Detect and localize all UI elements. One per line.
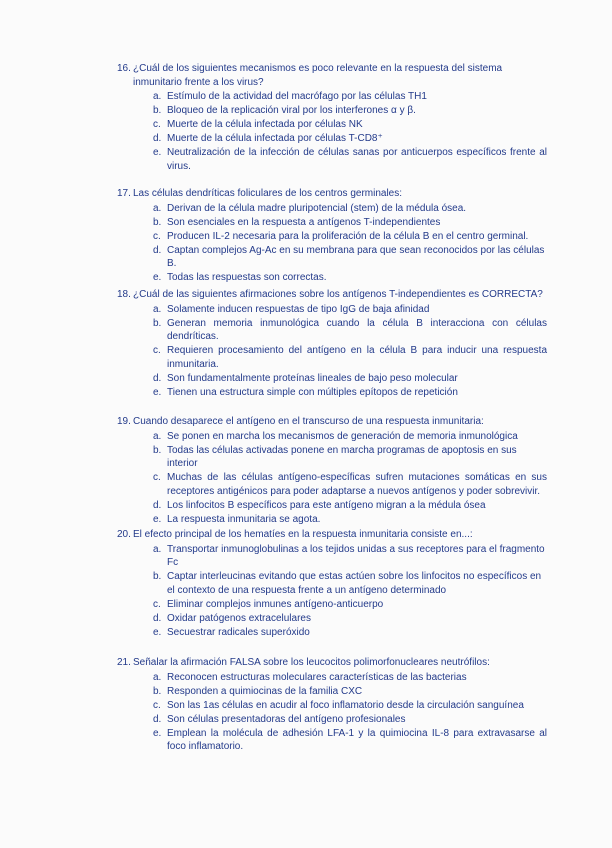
option-d (153, 499, 547, 513)
option-b (153, 570, 547, 597)
option-text: Responden a quimiocinas de la familia CXC (167, 685, 363, 697)
option-b (153, 444, 547, 471)
option-letter: a. (153, 671, 162, 683)
option-text: Producen IL-2 necesaria para la proliferación de la célula B en el centro germinal. (167, 230, 529, 242)
question-20 (117, 528, 547, 640)
option-letter: e. (153, 626, 162, 638)
question-number: 16. (117, 63, 131, 74)
option-e (153, 513, 547, 527)
option-text: Generan memoria inmunológica cuando la célula B interacciona con células dendríticas. (167, 317, 547, 342)
option-list (117, 303, 547, 400)
option-letter: c. (153, 598, 161, 610)
option-d (153, 244, 547, 271)
option-text: Todas las células activadas ponene en marcha programas de apoptosis en sus interior (167, 444, 517, 469)
question-number: 20. (117, 529, 131, 540)
option-d (153, 132, 547, 146)
question-19 (117, 415, 547, 527)
question-17 (117, 187, 547, 285)
option-letter: b. (153, 105, 162, 116)
option-text: Emplean la molécula de adhesión LFA-1 y la quimiocina IL-8 para extravasarse al foco inflamatorio. (167, 727, 547, 752)
option-letter: d. (153, 372, 162, 384)
option-c (153, 230, 547, 244)
option-letter: d. (153, 499, 162, 511)
option-e (153, 626, 547, 640)
question-text: Las células dendríticas foliculares de los centros germinales: (133, 188, 403, 199)
option-letter: c. (153, 230, 161, 242)
option-letter: c. (153, 699, 161, 711)
option-letter: a. (153, 430, 162, 442)
option-e (153, 146, 547, 173)
option-text: Secuestrar radicales superóxido (167, 626, 310, 638)
option-text: Captan complejos Ag-Ac en su membrana para que sean reconocidos por las células B. (167, 244, 545, 269)
question-21 (117, 656, 547, 754)
option-text: Muchas de las células antígeno-específicas sufren mutaciones somáticas en sus receptores antigénicos para poder adaptarse a nuevos antígenos y poder sobrevivir. (167, 472, 547, 497)
option-letter: c. (153, 345, 161, 356)
option-text: Muerte de la célula infectada por células NK (167, 119, 363, 130)
option-a (153, 671, 547, 685)
option-letter: d. (153, 612, 162, 624)
option-text: Requieren procesamiento del antígeno en la célula B para inducir una respuesta inmunitaria. (167, 345, 547, 370)
option-text: Eliminar complejos inmunes antígeno-anticuerpo (167, 598, 384, 610)
option-text: Solamente inducen respuestas de tipo IgG de baja afinidad (167, 303, 430, 315)
option-c (153, 344, 547, 371)
option-letter: d. (153, 244, 162, 256)
option-text: Todas las respuestas son correctas. (167, 272, 327, 283)
option-c (153, 699, 547, 713)
option-text: Muerte de la célula infectada por células T-CD8⁺ (167, 133, 383, 144)
option-list (117, 671, 547, 754)
option-c (153, 598, 547, 612)
option-letter: b. (153, 317, 162, 329)
option-d (153, 372, 547, 386)
option-b (153, 317, 547, 344)
option-text: Son fundamentalmente proteínas lineales de bajo peso molecular (167, 372, 458, 384)
option-b (153, 685, 547, 699)
question-number: 21. (117, 657, 131, 668)
option-text: La respuesta inmunitaria se agota. (167, 513, 321, 525)
option-a (153, 202, 547, 216)
option-a (153, 90, 547, 104)
option-text: Reconocen estructuras moleculares características de las bacterias (167, 671, 467, 683)
option-text: Estímulo de la actividad del macrófago por las células TH1 (167, 91, 427, 102)
option-letter: a. (153, 91, 162, 102)
question-text: ¿Cuál de las siguientes afirmaciones sobre los antígenos T-independientes es CORRECTA? (133, 289, 543, 300)
option-b (153, 216, 547, 230)
option-letter: c. (153, 119, 161, 130)
option-list (117, 430, 547, 527)
option-text: Los linfocitos B específicos para este antígeno migran a la médula ósea (167, 499, 486, 511)
option-list (117, 90, 547, 173)
option-a (153, 543, 547, 570)
question-text: ¿Cuál de los siguientes mecanismos es poco relevante en la respuesta del sistema inmunitario frente a los virus? (133, 63, 503, 88)
question-16 (117, 62, 547, 174)
option-letter: a. (153, 543, 162, 555)
option-letter: b. (153, 216, 162, 228)
option-text: Tienen una estructura simple con múltiples epítopos de repetición (167, 386, 458, 398)
option-letter: e. (153, 147, 162, 158)
option-text: Son células presentadoras del antígeno profesionales (167, 713, 406, 725)
option-e (153, 271, 547, 285)
option-a (153, 303, 547, 317)
option-letter: e. (153, 272, 162, 283)
option-text: Derivan de la célula madre pluripotencial (stem) de la médula ósea. (167, 202, 467, 214)
option-b (153, 104, 547, 118)
question-text: El efecto principal de los hematíes en la respuesta inmunitaria consiste en...: (133, 529, 473, 540)
option-letter: b. (153, 571, 162, 582)
option-d (153, 713, 547, 727)
option-letter: b. (153, 444, 162, 456)
option-d (153, 612, 547, 626)
option-letter: e. (153, 513, 162, 525)
option-letter: b. (153, 685, 162, 697)
option-text: Se ponen en marcha los mecanismos de generación de memoria inmunológica (167, 430, 518, 442)
option-letter: e. (153, 386, 162, 398)
option-text: Son las 1as células en acudir al foco inflamatorio desde la circulación sanguínea (167, 699, 524, 711)
option-letter: e. (153, 727, 162, 739)
option-letter: a. (153, 303, 162, 315)
option-c (153, 118, 547, 132)
option-list (117, 202, 547, 285)
option-letter: c. (153, 472, 161, 483)
option-text: Bloqueo de la replicación viral por los interferones α y β. (167, 105, 416, 116)
question-text: Señalar la afirmación FALSA sobre los leucocitos polimorfonucleares neutrófilos: (133, 657, 490, 668)
question-text: Cuando desaparece el antígeno en el transcurso de una respuesta inmunitaria: (133, 416, 484, 427)
option-e (153, 386, 547, 400)
question-number: 17. (117, 188, 131, 199)
question-number: 18. (117, 289, 131, 300)
option-text: Son esenciales en la respuesta a antígenos T-independientes (167, 216, 441, 228)
option-letter: a. (153, 202, 162, 214)
option-text: Captar interleucinas evitando que estas actúen sobre los linfocitos no específicos en el contexto de una respuesta frente a un antígeno determinado (167, 571, 542, 596)
question-18 (117, 288, 547, 400)
option-list (117, 543, 547, 640)
option-letter: d. (153, 713, 162, 725)
option-e (153, 727, 547, 754)
question-number: 19. (117, 416, 131, 427)
option-text: Transportar inmunoglobulinas a los tejidos unidas a sus receptores para el fragmento Fc (167, 543, 545, 568)
option-text: Oxidar patógenos extracelulares (167, 612, 311, 624)
option-letter: d. (153, 133, 162, 144)
option-c (153, 471, 547, 498)
option-text: Neutralización de la infección de células sanas por anticuerpos específicos frente al virus. (167, 147, 547, 172)
option-a (153, 430, 547, 444)
